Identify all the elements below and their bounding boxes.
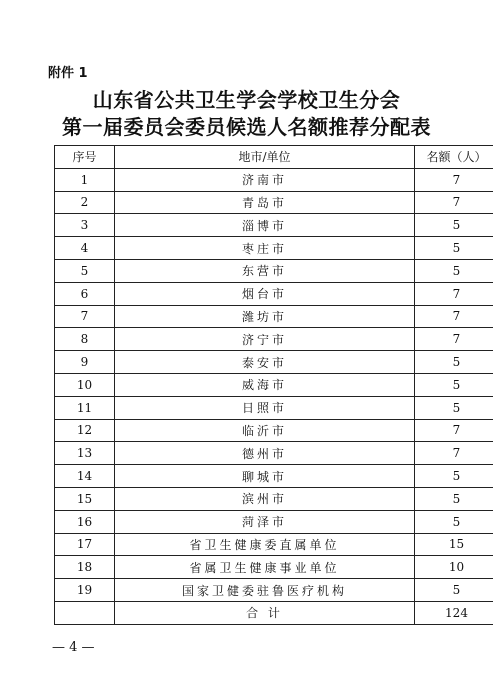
- row-region: 临沂市: [115, 419, 415, 442]
- header-serial-number: 序号: [55, 146, 115, 169]
- attachment-label: 附件 1: [48, 66, 88, 81]
- row-serial-number: 19: [55, 579, 115, 602]
- row-region: 聊城市: [115, 465, 415, 488]
- row-serial-number: 2: [55, 191, 115, 214]
- total-label: 合 计: [115, 601, 415, 624]
- row-serial-number: 7: [55, 305, 115, 328]
- table-row: [55, 191, 493, 214]
- table-row: [55, 510, 493, 533]
- row-region: 东营市: [115, 259, 415, 282]
- header-region-unit: 地市/单位: [115, 146, 415, 169]
- row-quota: 7: [415, 419, 493, 442]
- row-region: 省属卫生健康事业单位: [115, 556, 415, 579]
- row-quota: 15: [415, 533, 493, 556]
- row-region: 淄博市: [115, 214, 415, 237]
- row-quota: 5: [415, 214, 493, 237]
- row-quota: 5: [415, 396, 493, 419]
- row-quota: 7: [415, 305, 493, 328]
- table-row: [55, 168, 493, 191]
- row-region: 济南市: [115, 168, 415, 191]
- row-serial-number: 11: [55, 396, 115, 419]
- table-row: [55, 373, 493, 396]
- table-row: [55, 487, 493, 510]
- row-quota: 7: [415, 442, 493, 465]
- table-row: [55, 396, 493, 419]
- table-row: [55, 351, 493, 374]
- row-serial-number: 5: [55, 259, 115, 282]
- table-row: [55, 465, 493, 488]
- row-serial-number: 18: [55, 556, 115, 579]
- table-total-row: [55, 601, 493, 624]
- row-serial-number: 14: [55, 465, 115, 488]
- table-row: [55, 579, 493, 602]
- row-quota: 5: [415, 465, 493, 488]
- table-header-row: [55, 146, 493, 169]
- table-row: [55, 533, 493, 556]
- table-row: [55, 259, 493, 282]
- table-row: [55, 556, 493, 579]
- row-serial-number: 8: [55, 328, 115, 351]
- row-region: 济宁市: [115, 328, 415, 351]
- row-region: 德州市: [115, 442, 415, 465]
- row-serial-number: 15: [55, 487, 115, 510]
- row-quota: 5: [415, 510, 493, 533]
- table-row: [55, 282, 493, 305]
- page-number: — 4 —: [52, 640, 95, 655]
- table-row: [55, 214, 493, 237]
- document-title-line2: 第一届委员会委员候选人名额推荐分配表: [62, 115, 431, 139]
- total-value: 124: [415, 601, 493, 624]
- row-region: 威海市: [115, 373, 415, 396]
- table-row: [55, 442, 493, 465]
- row-quota: 7: [415, 282, 493, 305]
- header-quota: 名额（人）: [415, 146, 493, 169]
- table-row: [55, 419, 493, 442]
- row-region: 烟台市: [115, 282, 415, 305]
- row-serial-number: 9: [55, 351, 115, 374]
- row-serial-number: 13: [55, 442, 115, 465]
- row-quota: 7: [415, 191, 493, 214]
- row-quota: 7: [415, 328, 493, 351]
- table-row: [55, 237, 493, 260]
- row-region: 国家卫健委驻鲁医疗机构: [115, 579, 415, 602]
- row-quota: 5: [415, 373, 493, 396]
- row-region: 枣庄市: [115, 237, 415, 260]
- table-row: [55, 305, 493, 328]
- row-serial-number: 6: [55, 282, 115, 305]
- row-serial-number: 17: [55, 533, 115, 556]
- table-row: [55, 328, 493, 351]
- row-region: 滨州市: [115, 487, 415, 510]
- row-serial-number: 12: [55, 419, 115, 442]
- row-quota: 5: [415, 351, 493, 374]
- row-serial-number: 16: [55, 510, 115, 533]
- total-empty-cell: [55, 601, 115, 624]
- row-serial-number: 3: [55, 214, 115, 237]
- row-region: 潍坊市: [115, 305, 415, 328]
- row-quota: 5: [415, 487, 493, 510]
- row-serial-number: 4: [55, 237, 115, 260]
- row-region: 泰安市: [115, 351, 415, 374]
- row-serial-number: 1: [55, 168, 115, 191]
- row-quota: 7: [415, 168, 493, 191]
- row-quota: 5: [415, 259, 493, 282]
- document-title-line1: 山东省公共卫生学会学校卫生分会: [92, 88, 401, 112]
- quota-allocation-table: [54, 145, 493, 625]
- row-region: 菏泽市: [115, 510, 415, 533]
- row-quota: 10: [415, 556, 493, 579]
- row-quota: 5: [415, 237, 493, 260]
- row-region: 青岛市: [115, 191, 415, 214]
- row-region: 日照市: [115, 396, 415, 419]
- row-region: 省卫生健康委直属单位: [115, 533, 415, 556]
- row-serial-number: 10: [55, 373, 115, 396]
- row-quota: 5: [415, 579, 493, 602]
